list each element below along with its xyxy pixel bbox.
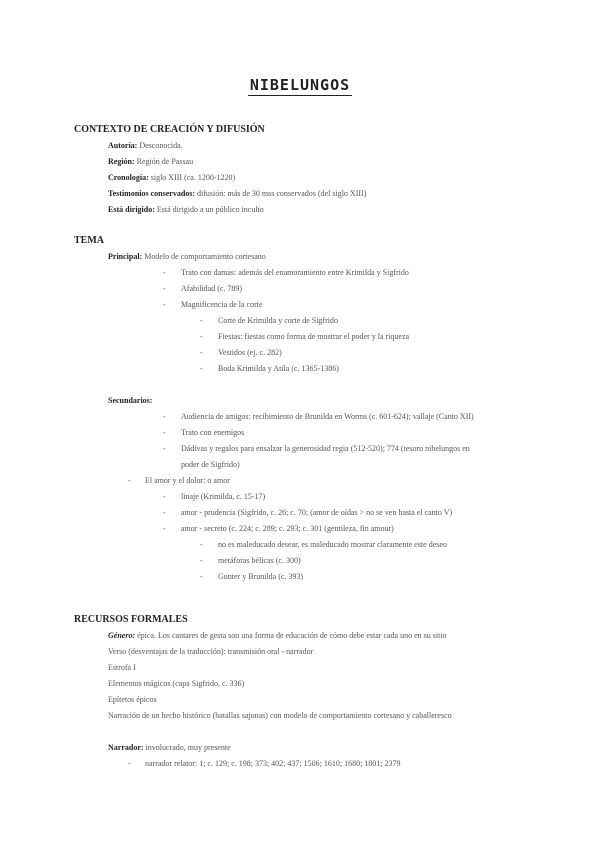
list-item: metáforas bélicas (c. 300) <box>218 556 301 565</box>
section-heading-tema: TEMA <box>74 235 104 246</box>
narrador-line <box>108 743 231 753</box>
bullet-dash: - <box>128 759 131 768</box>
dirigido-label: Está dirigido: <box>108 205 155 214</box>
recursos-line: Verso (desventajas de la traducción): transmisión oral - narrador <box>108 647 314 656</box>
testimonios-line <box>108 189 366 199</box>
bullet-dash: - <box>200 316 203 325</box>
bullet-dash: - <box>200 540 203 549</box>
narrador-label: Narrador: <box>108 743 144 752</box>
list-item: Audiencia de amigos: recibimiento de Brunilda en Worms (c. 601-624); vallaje (Canto XII) <box>181 412 474 421</box>
secundarios-label: Secundarios: <box>108 396 153 405</box>
section-heading-contexto: CONTEXTO DE CREACIÓN Y DIFUSIÓN <box>74 124 265 135</box>
cronologia-label: Cronología: <box>108 173 149 182</box>
region-line <box>108 157 193 167</box>
cronologia-line <box>108 173 235 183</box>
list-item: Magnificencia de la corte <box>181 300 263 309</box>
list-item: no es maleducado desear, es maleducado mostrar claramente este deseo <box>218 540 447 549</box>
autoria-line <box>108 141 183 151</box>
list-item: amor - secreto (c. 224; c. 289; c. 293; c. 301 (gentileza, fin amour) <box>181 524 394 533</box>
list-item: narrador relator: 1; c. 129; c. 198; 373; 402; 437; 1506; 1610; 1680; 1801; 2379 <box>145 759 401 768</box>
list-item-continuation: poder de Sigfrido) <box>181 460 240 469</box>
list-item: linaje (Krimilda, c. 15-17) <box>181 492 266 501</box>
testimonios-label: Testimonios conservados: <box>108 189 196 198</box>
autoria-value: Desconocida. <box>137 141 183 150</box>
bullet-dash: - <box>200 572 203 581</box>
dirigido-line <box>108 205 264 215</box>
list-item: Gunter y Brunilda (c. 393) <box>218 572 304 581</box>
recursos-line: Epítetos épicos <box>108 695 157 704</box>
bullet-dash: - <box>163 284 166 293</box>
bullet-dash: - <box>200 348 203 357</box>
bullet-dash: - <box>200 332 203 341</box>
cronologia-value: siglo XIII (ca. 1200-1220) <box>148 173 236 182</box>
region-value: Región de Passau <box>134 157 194 166</box>
bullet-dash: - <box>200 364 203 373</box>
list-item: Trato con damas: además del enamoramiento entre Krimilda y Sigfrido <box>181 268 409 277</box>
autoria-label: Autoría: <box>108 141 138 150</box>
region-label: Región: <box>108 157 135 166</box>
recursos-line: Estrofa I <box>108 663 136 672</box>
genero-line <box>108 631 447 641</box>
bullet-dash: - <box>163 492 166 501</box>
list-item: Trato con enemigos <box>181 428 245 437</box>
recursos-line: Elementos mágicos (capa Sigfrido, c. 336) <box>108 679 245 688</box>
genero-label: Género: <box>108 631 136 640</box>
list-item: El amor y el dolor: o amor <box>145 476 230 485</box>
page-title <box>0 76 600 94</box>
principal-value: Modelo de comportamiento cortesano <box>142 252 266 261</box>
bullet-dash: - <box>200 556 203 565</box>
principal-line <box>108 252 266 262</box>
page-title-text: NIBELUNGOS <box>249 76 351 94</box>
list-item: amor - prudencia (Sigfrido, c. 26; c. 70; (amor de oídas > no se ven hasta el canto V) <box>181 508 453 517</box>
dirigido-value: Está dirigido a un público inculto <box>154 205 264 214</box>
bullet-dash: - <box>163 268 166 277</box>
narrador-value: involucrado, muy presente <box>143 743 231 752</box>
list-item: Afabilidad (c. 789) <box>181 284 243 293</box>
testimonios-value: difusión: más de 30 mss conservados (del siglo XIII) <box>195 189 367 198</box>
list-item: Fiestas: fiestas como forma de mostrar el poder y la riqueza <box>218 332 410 341</box>
list-item: Vestidos (ej. c. 282) <box>218 348 282 357</box>
recursos-line: Narración de un hecho histórico (batallas sajonas) con modelo de comportamiento cortesano y caballeresco <box>108 711 452 720</box>
genero-value: épica. Los cantares de gesta son una forma de educación de cómo debe estar cada uno en su sitio <box>135 631 447 640</box>
list-item: Dádivas y regalos para ensalzar la generosidad regia (512-520); 774 (tesoro nibelungos en <box>181 444 470 453</box>
bullet-dash: - <box>163 444 166 453</box>
bullet-dash: - <box>163 508 166 517</box>
list-item: Corte de Krimilda y corte de Sigfrido <box>218 316 338 325</box>
bullet-dash: - <box>163 412 166 421</box>
bullet-dash: - <box>163 524 166 533</box>
section-heading-recursos: RECURSOS FORMALES <box>74 614 188 625</box>
bullet-dash: - <box>163 428 166 437</box>
secundarios-line <box>108 396 152 406</box>
list-item: Boda Krimilda y Atila (c. 1365-1386) <box>218 364 339 373</box>
bullet-dash: - <box>128 476 131 485</box>
bullet-dash: - <box>163 300 166 309</box>
principal-label: Principal: <box>108 252 143 261</box>
